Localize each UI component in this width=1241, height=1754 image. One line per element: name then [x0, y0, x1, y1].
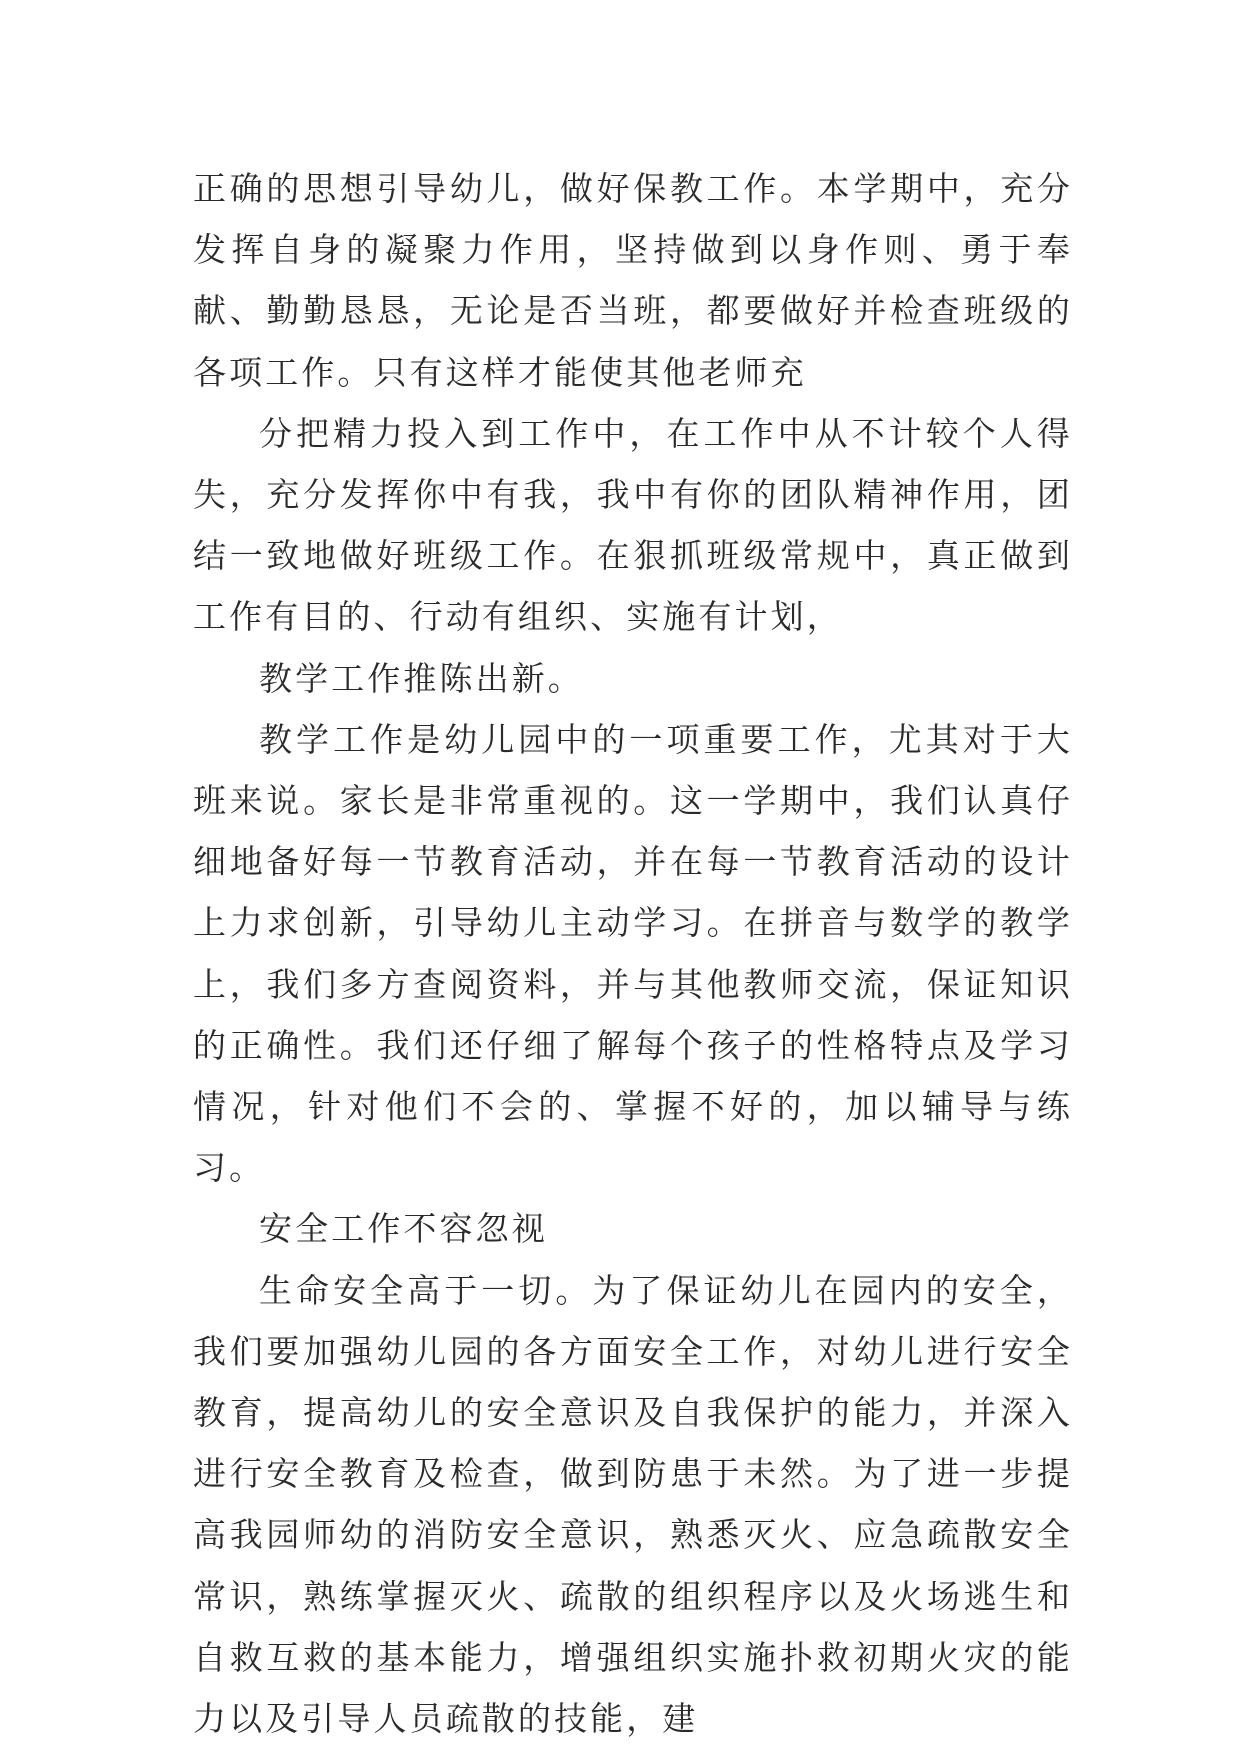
- paragraph-safety: 生命安全高于一切。为了保证幼儿在园内的安全，我们要加强幼儿园的各方面安全工作，对幼儿进行安全教育，提高幼儿的安全意识及自我保护的能力，并深入进行安全教育及检查，做到防患于未然。为了进一步提高我园师幼的消防安全意识，熟悉灭火、应急疏散安全常识，熟练掌握灭火、疏散的组织程序以及火场逃生和自救互救的基本能力，增强组织实施扑救初期火灾的能力以及引导人员疏散的技能，建: [193, 1270, 1073, 1739]
- paragraph-teaching: 教学工作是幼儿园中的一项重要工作，尤其对于大班来说。家长是非常重视的。这一学期中，我们认真仔细地备好每一节教育活动，并在每一节教育活动的设计上力求创新，引导幼儿主动学习。在拼音与数学的教学上，我们多方查阅资料，并与其他教师交流，保证知识的正确性。我们还仔细了解每个孩子的性格特点及学习情况，针对他们不会的、掌握不好的，加以辅导与练习。: [193, 719, 1073, 1188]
- paragraph-2: 分把精力投入到工作中，在工作中从不计较个人得失，充分发挥你中有我，我中有你的团队精神作用，团结一致地做好班级工作。在狠抓班级常规中，真正做到工作有目的、行动有组织、实施有计划，: [193, 413, 1073, 637]
- document-body: [193, 158, 1073, 1749]
- paragraph-1: 正确的思想引导幼儿，做好保教工作。本学期中，充分发挥自身的凝聚力作用，坚持做到以身作则、勇于奉献、勤勤恳恳，无论是否当班，都要做好并检查班级的各项工作。只有这样才能使其他老师充: [193, 169, 1073, 392]
- section-heading-safety: 安全工作不容忽视: [259, 1209, 548, 1249]
- section-heading-teaching: 教学工作推陈出新。: [259, 658, 584, 698]
